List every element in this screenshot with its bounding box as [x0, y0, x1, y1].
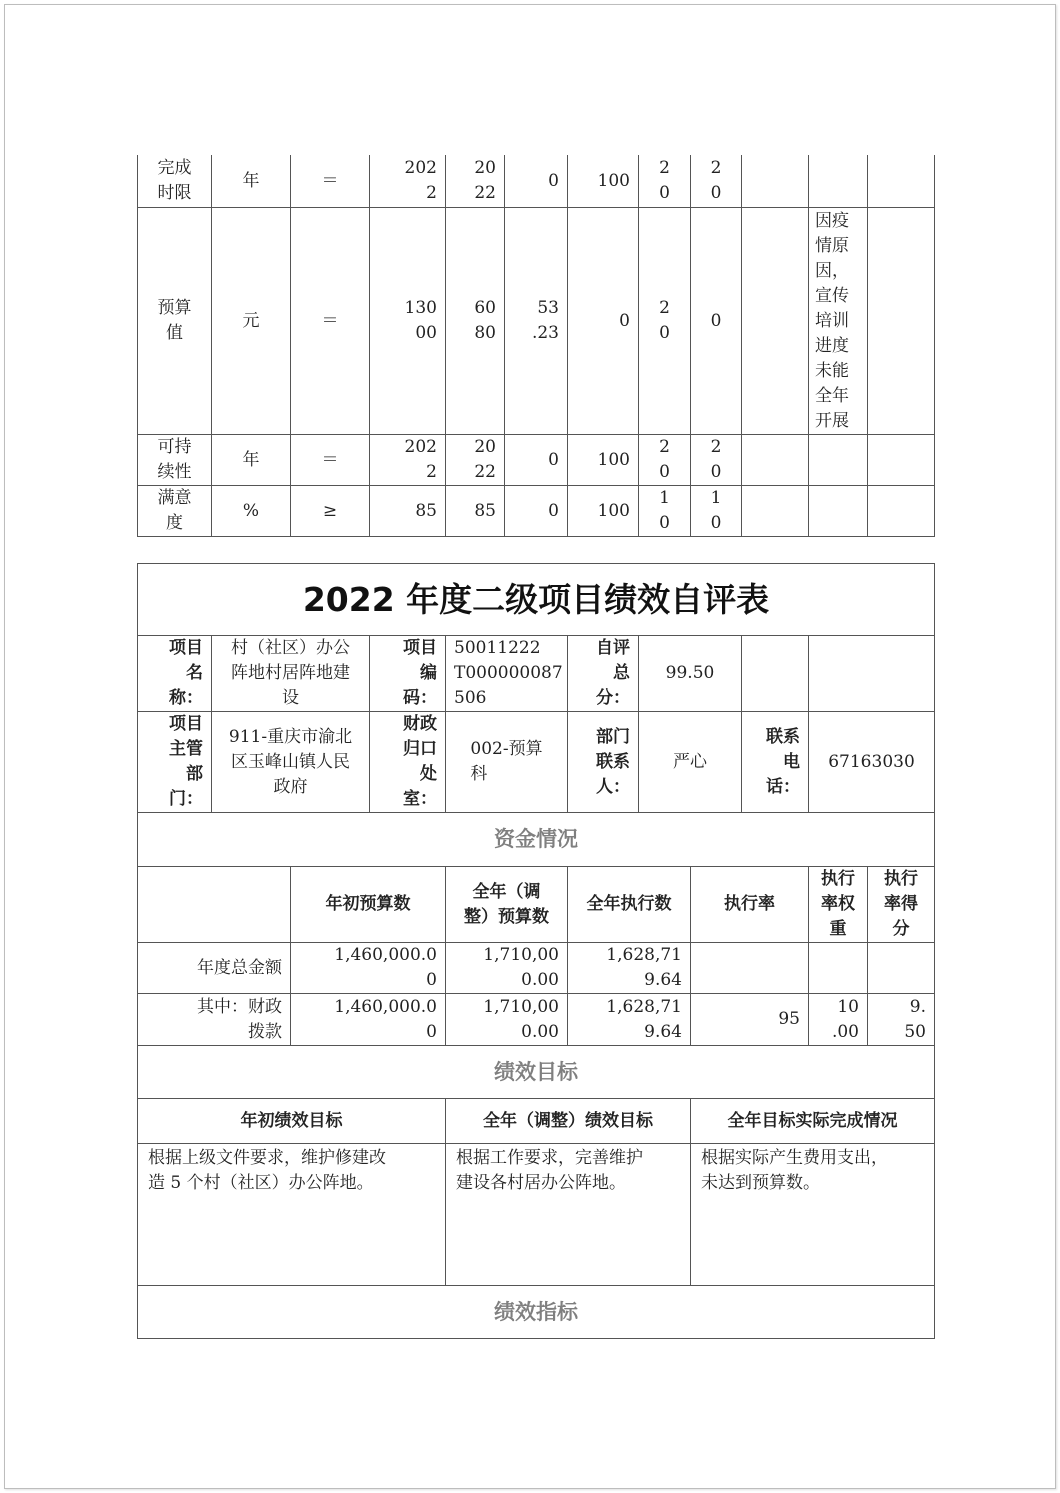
funds-adjusted-value: 1,710,00 0.00 — [445, 993, 568, 1046]
funds-executed-value: 1,628,71 9.64 — [567, 942, 691, 994]
finance-office-value: 002-预算 科 — [445, 711, 568, 813]
project-name-value: 村（社区）办公 阵地村居阵地建 设 — [211, 635, 370, 712]
finance-office-label: 财政 归口 处 室： — [369, 711, 446, 813]
indicator-extra-cell — [867, 485, 935, 537]
funds-rate-value: 95 — [690, 993, 809, 1046]
funds-initial-value: 1,460,000.0 0 — [290, 993, 446, 1046]
funds-score-value — [867, 942, 935, 994]
indicator-actual-cell: 20 22 — [445, 155, 505, 208]
indicator-actual-cell: 20 22 — [445, 434, 505, 486]
funds-executed-value: 1,628,71 9.64 — [567, 993, 691, 1046]
indicator-rate-cell: 100 — [567, 485, 639, 537]
indicator-target-cell: 85 — [369, 485, 446, 537]
indicator-operator-cell: ＝ — [290, 207, 370, 435]
funds-header-weight: 执行 率权 重 — [808, 866, 868, 943]
indicators-section-title: 绩效指标 — [137, 1285, 935, 1339]
indicator-blank-cell — [741, 155, 809, 208]
indicator-unit-cell: 年 — [211, 434, 291, 486]
funds-header-rate: 执行率 — [690, 866, 809, 943]
goals-actual-text: 根据实际产生费用支出， 未达到预算数。 — [690, 1143, 935, 1286]
funds-section-title: 资金情况 — [137, 812, 935, 867]
indicator-rate-cell: 100 — [567, 434, 639, 486]
contact-value: 严心 — [638, 711, 742, 813]
funds-header-adjusted: 全年（调 整）预算数 — [445, 866, 568, 943]
indicator-unit-cell: 年 — [211, 155, 291, 208]
indicator-target-cell: 130 00 — [369, 207, 446, 435]
self-score-value: 99.50 — [638, 635, 742, 712]
goals-header-initial: 年初绩效目标 — [137, 1098, 446, 1144]
indicator-actual-cell: 85 — [445, 485, 505, 537]
indicator-blank-cell — [741, 485, 809, 537]
indicator-weight-cell: 2 0 — [638, 155, 691, 208]
indicator-rate-cell: 100 — [567, 155, 639, 208]
funds-adjusted-value: 1,710,00 0.00 — [445, 942, 568, 994]
indicator-name-cell: 可持 续性 — [137, 434, 212, 486]
indicator-reason-cell — [808, 155, 868, 208]
funds-header-score: 执行 率得 分 — [867, 866, 935, 943]
info-blank-cell — [741, 635, 809, 712]
goals-header-adjusted: 全年（调整）绩效目标 — [445, 1098, 691, 1144]
indicator-weight-cell: 1 0 — [638, 485, 691, 537]
funds-header-blank — [137, 866, 291, 943]
phone-value: 67163030 — [808, 711, 935, 813]
self-score-label: 自评 总 分： — [567, 635, 639, 712]
indicator-operator-cell: ＝ — [290, 434, 370, 486]
form-title: 2022 年度二级项目绩效自评表 — [137, 563, 935, 636]
indicator-unit-cell: 元 — [211, 207, 291, 435]
contact-label: 部门 联系 人： — [567, 711, 639, 813]
funds-header-initial: 年初预算数 — [290, 866, 446, 943]
indicator-deviation-cell: 0 — [504, 485, 568, 537]
indicator-target-cell: 202 2 — [369, 434, 446, 486]
indicator-score-cell: 0 — [690, 207, 742, 435]
indicator-unit-cell: % — [211, 485, 291, 537]
indicator-weight-cell: 2 0 — [638, 434, 691, 486]
funds-weight-value: 10 .00 — [808, 993, 868, 1046]
indicator-deviation-cell: 0 — [504, 434, 568, 486]
funds-row-label: 年度总金额 — [137, 942, 291, 994]
phone-label: 联系 电 话： — [741, 711, 809, 813]
indicator-target-cell: 202 2 — [369, 155, 446, 208]
indicator-deviation-cell: 0 — [504, 155, 568, 208]
indicator-operator-cell: ＝ — [290, 155, 370, 208]
funds-row-label: 其中：财政 拨款 — [137, 993, 291, 1046]
department-value: 911-重庆市渝北 区玉峰山镇人民 政府 — [211, 711, 370, 813]
info-blank-cell — [808, 635, 935, 712]
indicator-rate-cell: 0 — [567, 207, 639, 435]
indicator-name-cell: 预算 值 — [137, 207, 212, 435]
funds-rate-value — [690, 942, 809, 994]
department-label: 项目 主管 部 门： — [137, 711, 212, 813]
indicator-reason-cell — [808, 434, 868, 486]
indicator-actual-cell: 60 80 — [445, 207, 505, 435]
indicator-reason-cell — [808, 485, 868, 537]
indicator-extra-cell — [867, 207, 935, 435]
goals-header-actual: 全年目标实际完成情况 — [690, 1098, 935, 1144]
indicator-extra-cell — [867, 155, 935, 208]
funds-initial-value: 1,460,000.0 0 — [290, 942, 446, 994]
indicator-name-cell: 满意 度 — [137, 485, 212, 537]
funds-score-value: 9. 50 — [867, 993, 935, 1046]
funds-header-executed: 全年执行数 — [567, 866, 691, 943]
indicator-extra-cell — [867, 434, 935, 486]
project-name-label: 项目 名 称： — [137, 635, 212, 712]
indicator-score-cell: 2 0 — [690, 155, 742, 208]
funds-weight-value — [808, 942, 868, 994]
indicator-name-cell: 完成 时限 — [137, 155, 212, 208]
indicator-blank-cell — [741, 434, 809, 486]
goals-adjusted-text: 根据工作要求，完善维护 建设各村居办公阵地。 — [445, 1143, 691, 1286]
project-code-value: 50011222 T000000087 506 — [445, 635, 568, 712]
indicator-blank-cell — [741, 207, 809, 435]
indicator-reason-cell: 因疫 情原 因， 宣传 培训 进度 未能 全年 开展 — [808, 207, 868, 435]
indicator-deviation-cell: 53 .23 — [504, 207, 568, 435]
goals-initial-text: 根据上级文件要求，维护修建改 造 5 个村（社区）办公阵地。 — [137, 1143, 446, 1286]
project-code-label: 项目 编 码： — [369, 635, 446, 712]
indicator-weight-cell: 2 0 — [638, 207, 691, 435]
indicator-score-cell: 1 0 — [690, 485, 742, 537]
indicator-score-cell: 2 0 — [690, 434, 742, 486]
indicator-operator-cell: ≥ — [290, 485, 370, 537]
goals-section-title: 绩效目标 — [137, 1045, 935, 1099]
